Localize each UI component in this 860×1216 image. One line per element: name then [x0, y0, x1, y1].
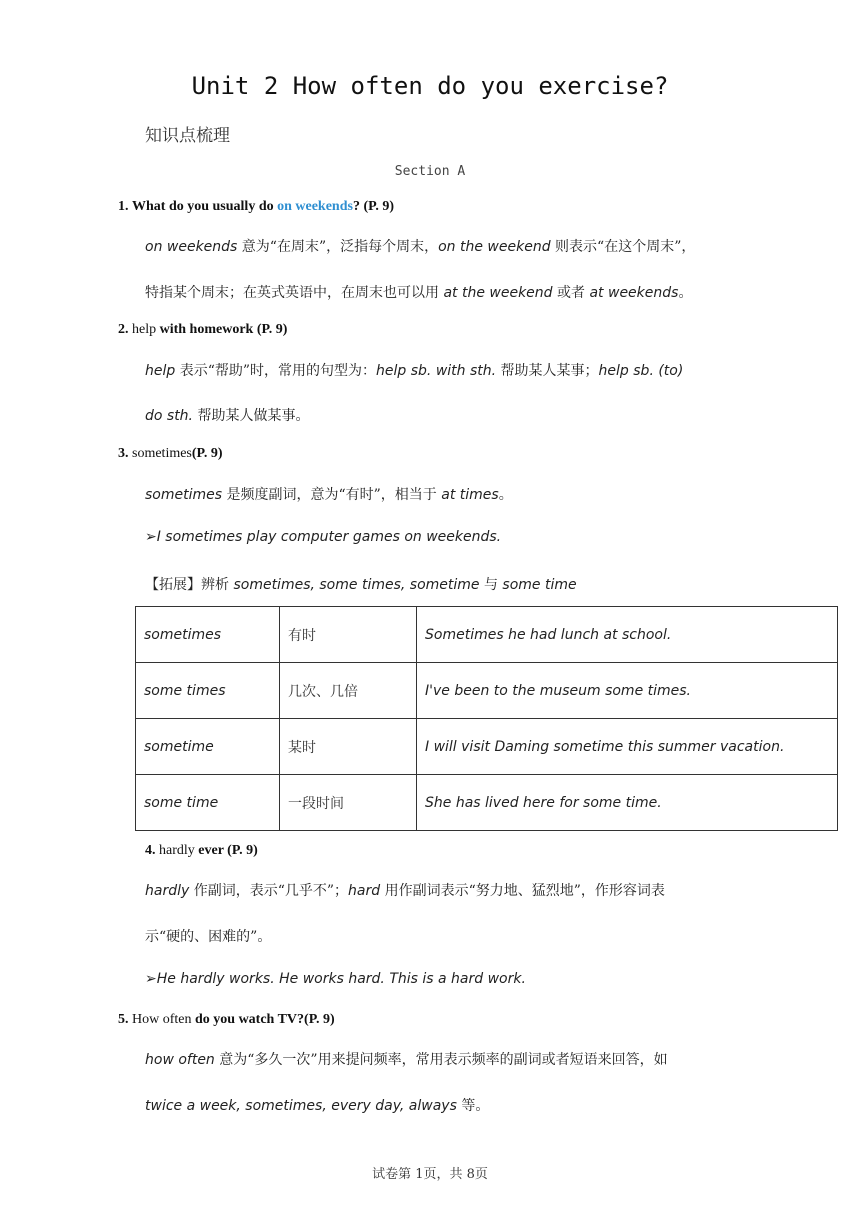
table-cell-meaning: 几次、几倍 [280, 663, 417, 719]
item-1-line-1: on weekends 意为“在周末”，泛指每个周末，on the weekend 则表示“在这个周末”， [145, 239, 696, 255]
item-5-heading: 5. How often do you watch TV?(P. 9) [118, 1012, 335, 1027]
table-row [136, 775, 838, 831]
item-3-heading: 3. sometimes(P. 9) [118, 446, 223, 461]
table-cell-word: some times [136, 663, 280, 719]
item-4-line-1: hardly 作副词，表示“几乎不”；hard 用作副词表示“努力地、猛烈地”，作形容词表 [145, 883, 665, 899]
item-3-extension: 【拓展】辨析 sometimes, some times, sometime 与 some time [145, 577, 577, 593]
item-3-example: ➢I sometimes play computer games on weekends. [145, 529, 502, 545]
item-4-example: ➢He hardly works. He works hard. This is a hard work. [145, 971, 526, 987]
table-row [136, 719, 838, 775]
page-title: Unit 2 How often do you exercise? [191, 72, 669, 100]
item-2-line-1: help 表示“帮助”时，常用的句型为：help sb. with sth. 帮助某人某事；help sb. (to) [145, 363, 684, 379]
table-cell-example: Sometimes he had lunch at school. [417, 607, 838, 663]
item-5-line-1: how often 意为“多久一次”用来提问频率，常用表示频率的副词或者短语来回答，如 [145, 1052, 668, 1068]
item-3-line-1: sometimes 是频度副词，意为“有时”，相当于 at times。 [145, 487, 513, 503]
item-2-line-2: do sth. 帮助某人做某事。 [145, 408, 310, 424]
table-row [136, 607, 838, 663]
item-2-heading: 2. help with homework (P. 9) [118, 322, 288, 337]
table-cell-word: some time [136, 775, 280, 831]
table-cell-example: I've been to the museum some times. [417, 663, 838, 719]
item-4-line-2: 示“硬的、困难的”。 [145, 929, 272, 945]
table-row [136, 663, 838, 719]
page-footer: 试卷第 1页，共 8页 [372, 1167, 488, 1182]
comparison-table [135, 606, 838, 831]
item-5-line-2: twice a week, sometimes, every day, always 等。 [145, 1098, 490, 1114]
table-cell-example: She has lived here for some time. [417, 775, 838, 831]
table-cell-meaning: 某时 [280, 719, 417, 775]
table-cell-meaning: 有时 [280, 607, 417, 663]
section-label: Section A [394, 164, 466, 179]
table-cell-meaning: 一段时间 [280, 775, 417, 831]
item-1-heading: 1. What do you usually do on weekends? (P. 9) [118, 199, 395, 214]
subtitle: 知识点梳理 [145, 126, 230, 146]
item-4-heading: 4. hardly ever (P. 9) [145, 843, 258, 858]
table-cell-example: I will visit Daming sometime this summer vacation. [417, 719, 838, 775]
table-cell-word: sometime [136, 719, 280, 775]
item-1-line-2: 特指某个周末；在英式英语中，在周末也可以用 at the weekend 或者 at weekends。 [145, 285, 693, 301]
table-cell-word: sometimes [136, 607, 280, 663]
